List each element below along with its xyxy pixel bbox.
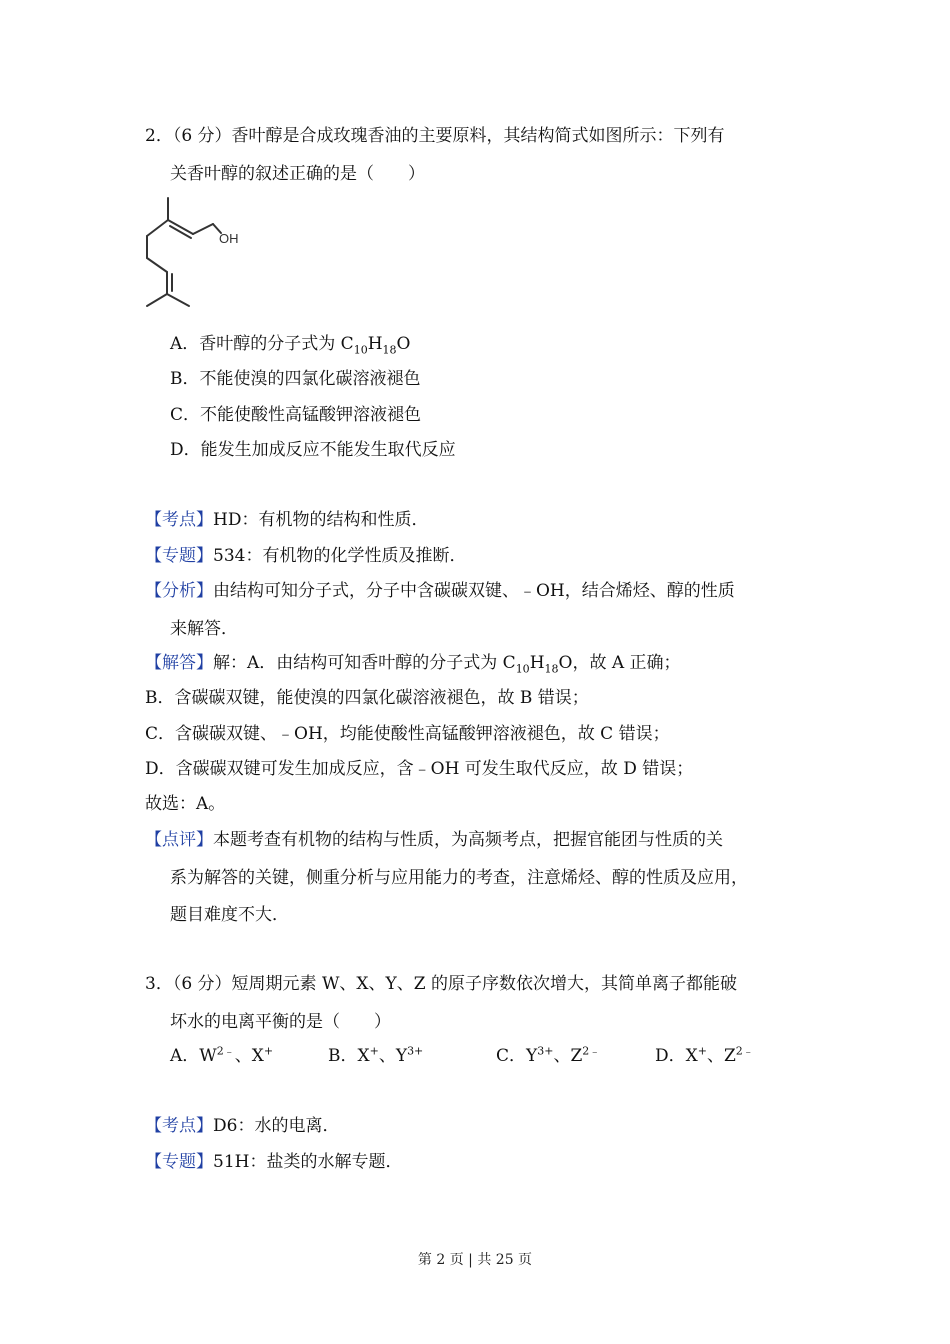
kaodian-text: HD：有机物的结构和性质． xyxy=(213,510,429,530)
q2-stem-line1: 2．（6 分）香叶醇是合成玫瑰香油的主要原料，其结构简式如图所示：下列有 xyxy=(145,126,725,146)
q3-option-d xyxy=(655,1044,754,1068)
q2-fenxi xyxy=(145,579,735,603)
q3-option-a-p1: A．W xyxy=(170,1046,217,1066)
hydroxyl-label: OH xyxy=(219,231,239,246)
q2-option-a-sub2: 18 xyxy=(382,343,397,357)
q2-jieda xyxy=(145,651,681,675)
q2-jieda-c: C．含碳碳双键、﹣OH，均能使酸性高锰酸钾溶液褪色，故 C 错误； xyxy=(145,724,670,744)
jieda-suffix: O，故 A 正确； xyxy=(558,653,681,673)
q3-zhuanti-tag: 【专题】 xyxy=(145,1152,213,1172)
q2-fenxi-line2: 来解答． xyxy=(170,619,238,639)
q2-option-a xyxy=(170,332,410,356)
kaodian-tag: 【考点】 xyxy=(145,510,213,530)
q2-option-b: B．不能使溴的四氯化碳溶液褪色 xyxy=(170,369,421,389)
q2-stem-line2: 关香叶醇的叙述正确的是（ ） xyxy=(170,164,425,184)
q3-zhuanti xyxy=(145,1150,402,1174)
q2-jieda-d: D．含碳碳双键可发生加成反应，含﹣OH 可发生取代反应，故 D 错误； xyxy=(145,759,694,779)
q2-zhuanti xyxy=(145,544,466,568)
jieda-mid: H xyxy=(529,653,545,673)
q3-option-d-s2: 2﹣ xyxy=(735,1044,754,1058)
q3-kaodian-text: D6：水的电离． xyxy=(213,1116,340,1136)
jieda-text: 解：A．由结构可知香叶醇的分子式为 C xyxy=(213,653,516,673)
q2-option-a-mid: H xyxy=(367,334,383,354)
q3-kaodian-tag: 【考点】 xyxy=(145,1116,213,1136)
geraniol-structure-diagram xyxy=(133,190,253,310)
q3-option-d-p2: 、Z xyxy=(706,1046,736,1066)
q3-option-a-s2: + xyxy=(263,1044,274,1058)
q3-option-b xyxy=(328,1044,423,1068)
dianping-text: 本题考查有机物的结构与性质，为高频考点，把握官能团与性质的关 xyxy=(213,830,723,850)
fenxi-tag: 【分析】 xyxy=(145,581,213,601)
q2-option-a-text: A．香叶醇的分子式为 C xyxy=(170,334,354,354)
q2-jieda-b: B．含碳碳双键，能使溴的四氯化碳溶液褪色，故 B 错误； xyxy=(145,688,589,708)
q2-option-a-sub1: 10 xyxy=(353,343,368,357)
q3-option-a-p2: 、X xyxy=(234,1046,264,1066)
jieda-sub1: 10 xyxy=(515,662,530,676)
jieda-tag: 【解答】 xyxy=(145,653,213,673)
q3-option-a xyxy=(170,1044,273,1068)
q3-stem-line2: 坏水的电离平衡的是（ ） xyxy=(170,1012,391,1032)
q3-stem-line1: 3．（6 分）短周期元素 W、X、Y、Z 的原子序数依次增大，其简单离子都能破 xyxy=(145,974,737,994)
q3-zhuanti-text: 51H：盐类的水解专题． xyxy=(213,1152,403,1172)
q3-option-b-s1: + xyxy=(369,1044,379,1058)
q3-option-b-p1: B．X xyxy=(328,1046,370,1066)
q3-option-b-s2: 3+ xyxy=(407,1044,424,1058)
dianping-tag: 【点评】 xyxy=(145,830,213,850)
q3-option-b-p2: 、Y xyxy=(378,1046,408,1066)
q2-dianping xyxy=(145,828,723,852)
fenxi-text: 由结构可知分子式，分子中含碳碳双键、﹣OH，结合烯烃、醇的性质 xyxy=(213,581,735,601)
q2-option-c: C．不能使酸性高锰酸钾溶液褪色 xyxy=(170,405,422,425)
q3-option-d-s1: + xyxy=(697,1044,707,1058)
q3-option-d-p1: D．X xyxy=(655,1046,698,1066)
zhuanti-text: 534：有机物的化学性质及推断． xyxy=(213,546,467,566)
page-footer: 第 2 页 | 共 25 页 xyxy=(417,1252,533,1268)
q2-dianping-line2: 系为解答的关键，侧重分析与应用能力的考查，注意烯烃、醇的性质及应用， xyxy=(170,868,748,888)
q3-option-c-s1: 3+ xyxy=(537,1044,554,1058)
jieda-sub2: 18 xyxy=(544,662,559,676)
q2-jieda-end: 故选：A。 xyxy=(145,794,226,814)
q2-option-d: D．能发生加成反应不能发生取代反应 xyxy=(170,440,456,460)
q3-kaodian xyxy=(145,1114,339,1138)
q2-dianping-line3: 题目难度不大． xyxy=(170,905,289,925)
q3-option-c-s2: 2﹣ xyxy=(582,1044,601,1058)
zhuanti-tag: 【专题】 xyxy=(145,546,213,566)
q3-option-c-p2: 、Z xyxy=(553,1046,583,1066)
q3-option-c-p1: C．Y xyxy=(496,1046,538,1066)
q3-option-c xyxy=(496,1044,600,1068)
q3-option-a-s1: 2﹣ xyxy=(216,1044,235,1058)
q2-option-a-suffix: O xyxy=(396,334,411,354)
q2-kaodian xyxy=(145,508,428,532)
